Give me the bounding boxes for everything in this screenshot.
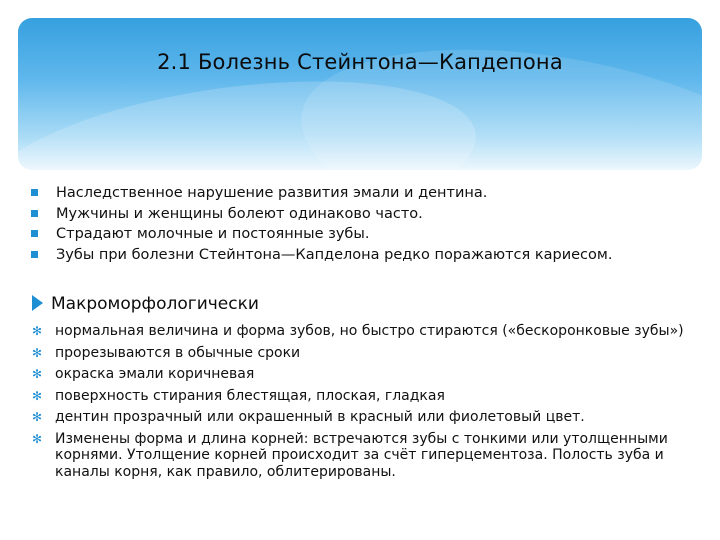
detail-list <box>30 323 700 485</box>
list-item <box>30 224 690 245</box>
list-item-text: Зубы при болезни Стейнтона—Капделона редко поражаются кариесом. <box>56 246 613 263</box>
list-item-text: Мужчины и женщины болеют одинаково часто. <box>56 205 423 222</box>
list-item-text: нормальная величина и форма зубов, но быстро стираются («бескоронковые зубы») <box>55 323 684 339</box>
asterisk-bullet-icon: ✻ <box>32 367 43 381</box>
list-item <box>30 183 690 204</box>
square-bullet-icon <box>31 251 38 258</box>
list-item <box>30 409 700 426</box>
slide-title: 2.1 Болезнь Стейнтона—Капдепона <box>157 50 563 74</box>
list-item <box>30 388 700 405</box>
square-bullet-icon <box>31 189 38 196</box>
list-item <box>30 431 700 481</box>
section-heading <box>32 294 692 314</box>
title-banner <box>18 18 702 170</box>
arrow-bullet-icon <box>32 295 43 311</box>
bullet-list <box>30 183 690 265</box>
asterisk-bullet-icon: ✻ <box>32 324 43 338</box>
list-item-text: окраска эмали коричневая <box>55 366 255 382</box>
list-item-text: Изменены форма и длина корней: встречаются зубы с тонкими или утолщенными корнями. Утолщение корней происходит за счёт гиперцементоза. Полость зуба и каналы корня, как правило, облитерированы. <box>55 430 668 480</box>
list-item <box>30 245 690 266</box>
list-item <box>30 345 700 362</box>
section-heading-text: Макроморфологически <box>51 294 259 314</box>
asterisk-bullet-icon: ✻ <box>32 345 43 360</box>
list-item-text: поверхность стирания блестящая, плоская, гладкая <box>55 387 445 404</box>
square-bullet-icon <box>31 210 38 217</box>
asterisk-bullet-icon: ✻ <box>32 388 43 403</box>
list-item <box>30 323 700 340</box>
banner-highlight <box>285 18 702 170</box>
list-item-text: Наследственное нарушение развития эмали и дентина. <box>56 185 488 201</box>
square-bullet-icon <box>31 230 38 237</box>
list-item-text: прорезываются в обычные сроки <box>55 344 301 361</box>
list-item-text: дентин прозрачный или окрашенный в красный или фиолетовый цвет. <box>55 409 585 425</box>
asterisk-bullet-icon: ✻ <box>32 410 43 424</box>
list-item <box>30 366 700 383</box>
list-item <box>30 204 690 225</box>
asterisk-bullet-icon: ✻ <box>32 431 43 446</box>
list-item-text: Страдают молочные и постоянные зубы. <box>56 226 370 242</box>
